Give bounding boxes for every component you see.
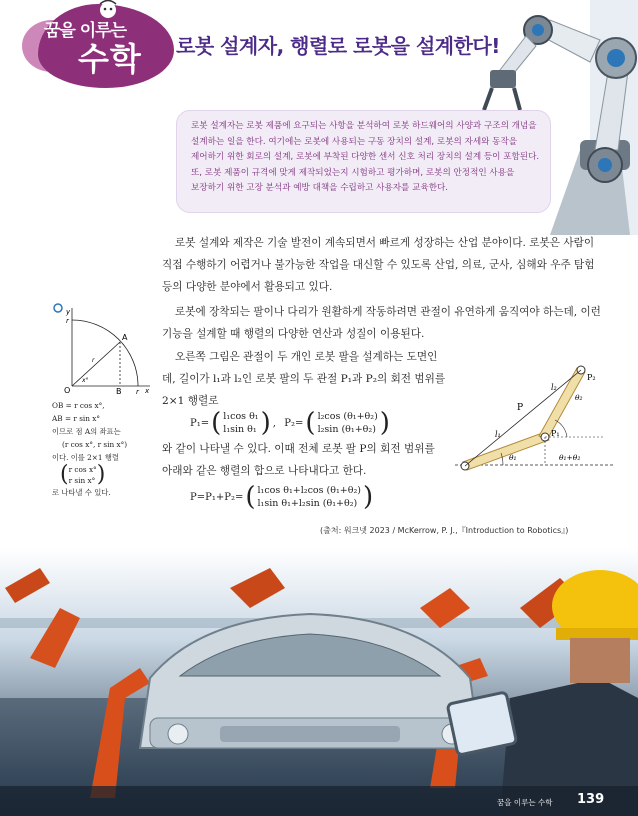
factory-robot-scene (0, 548, 638, 816)
body-paragraph-4: 와 같이 나타낼 수 있다. 이때 전체 로봇 팔 P의 회전 범위를 아래와 같은 행렬의 합으로 나타내다고 한다. (162, 443, 435, 477)
side-mat-top: r cos x° (68, 465, 97, 474)
intro-line: 보장하기 위한 고장 분석과 예방 대책을 수립하고 사용자를 교육한다. (191, 183, 449, 194)
axis-x-label: x (145, 387, 150, 395)
badge-line2: 수학 (78, 40, 142, 78)
p2-top: l₂cos (θ₁+θ₂) (317, 411, 378, 422)
p-bottom: l₁sin θ₁+l₂sin (θ₁+θ₂) (257, 498, 358, 509)
origin-label: O (64, 386, 71, 395)
side-line3: 이므로 점 A의 좌표는 (52, 427, 121, 436)
side-line6: 로 나타낼 수 있다. (52, 488, 111, 497)
intro-line: 제어하기 위한 회로의 설계, 로봇에 부착된 다양한 센서 신호 처리 장치의 설계 등이 포함된다. (191, 152, 540, 163)
svg-text:r: r (92, 357, 95, 364)
fig-l1-label: l₁ (495, 430, 501, 439)
p-sum-matrix: P=P₁+P₂= ( l₁cos θ₁+l₂cos (θ₁+θ₂) l₁sin θ₁+l₂sin (θ₁+θ₂) ) (190, 482, 374, 512)
intro-box (176, 110, 551, 213)
p1-p2-matrices: P₁= ( l₁cos θ₁ l₁sin θ₁ ) , P₂= ( l₂cos (θ₁+θ₂) l₂sin (θ₁+θ₂) ) (190, 408, 390, 438)
footer-label: 꿈을 이루는 수학 (497, 798, 553, 807)
side-line5: 이다. 이를 2×1 행렬 (52, 453, 119, 462)
body-paragraph-3: 오른쪽 그림은 관절이 두 개인 로봇 팔을 설계하는 도면인데, 길이가 l₁과 l₂인 로봇 팔의 두 관절 P₁과 P₂의 회전 범위를 2×1 행렬로 (162, 351, 446, 407)
intro-line: 설계하는 일을 한다. 여기에는 로봇에 사용되는 구동 장치의 설계, 로봇의 자세와 동작을 (191, 136, 518, 147)
radius-x-label: r (136, 388, 139, 395)
fig-theta12-label: θ₁+θ₂ (559, 453, 581, 462)
unit-circle-figure (52, 300, 152, 395)
p1-bottom: l₁sin θ₁ (223, 424, 257, 435)
fig-theta1-label: θ₁ (509, 453, 517, 462)
point-b-label: B (116, 387, 122, 395)
body-paragraph-1: 로봇 설계와 제작은 기술 발전이 계속되면서 빠르게 성장하는 산업 분야이다. 로봇은 사람이 직접 수행하기 어렵거나 불가능한 작업을 대신할 수 있도록 산업, 의료, 군사, 심해와 우주 탐험 등의 다양한 분야에서 활용되고 있다. (162, 237, 595, 293)
page-number: 139 (577, 792, 605, 807)
fig-theta2-label: θ₂ (575, 393, 583, 402)
side-line1: OB = r cos x°, (52, 401, 105, 410)
page-title: 로봇 설계자, 행렬로 로봇을 설계한다! (176, 34, 500, 58)
p2-label: P₂= (284, 417, 304, 429)
fig-p-label: P (517, 403, 524, 413)
robot-arm-diagram (455, 340, 615, 480)
p1-top: l₁cos θ₁ (223, 411, 259, 422)
intro-line: 로봇 설계자는 로봇 제품에 요구되는 사항을 분석하여 로봇 하드웨어의 사양과 구조의 개념을 (191, 121, 537, 131)
angle-label: x° (82, 377, 89, 384)
fig-l2-label: l₂ (551, 383, 557, 392)
p2-bottom: l₂sin (θ₁+θ₂) (317, 424, 376, 435)
point-a-label: A (122, 333, 128, 342)
badge-line1: 꿈을 이루는 (44, 21, 127, 41)
side-line2: AB = r sin x° (52, 414, 101, 423)
source-citation: (출처: 워크넷 2023 / McKerrow, P. J.,『Introduction to Robotics』) (320, 526, 569, 535)
axis-y-label: y (66, 308, 71, 316)
p1-label: P₁= (190, 417, 210, 429)
p-top: l₁cos θ₁+l₂cos (θ₁+θ₂) (257, 485, 361, 496)
intro-line: 또, 로봇 제품이 규격에 맞게 제작되었는지 시험하고 평가하며, 로봇의 안정적인 사용을 (191, 167, 515, 178)
radius-y-label: r (66, 317, 69, 325)
side-mat-bottom: r sin x° (68, 476, 96, 485)
fig-p1-label: P₁ (551, 429, 560, 438)
fig-p2-label: P₂ (587, 373, 596, 382)
side-note: OB = r cos x°, AB = r sin x° 이므로 점 A의 좌표는 (r cos x°, r sin x°) 이다. 이를 2×1 행렬 ( r cos x° r sin x° ) 로 나타낼 수 있다. (52, 399, 152, 499)
body-paragraph-2: 로봇에 장착되는 팔이나 다리가 원활하게 작동하려면 관절이 유연하게 움직여야 하는데, 이런 기능을 설계할 때 행렬의 다양한 연산과 성질이 이용된다. (162, 306, 601, 340)
side-line4: (r cos x°, r sin x°) (62, 440, 128, 449)
p-label: P=P₁+P₂= (190, 491, 244, 503)
